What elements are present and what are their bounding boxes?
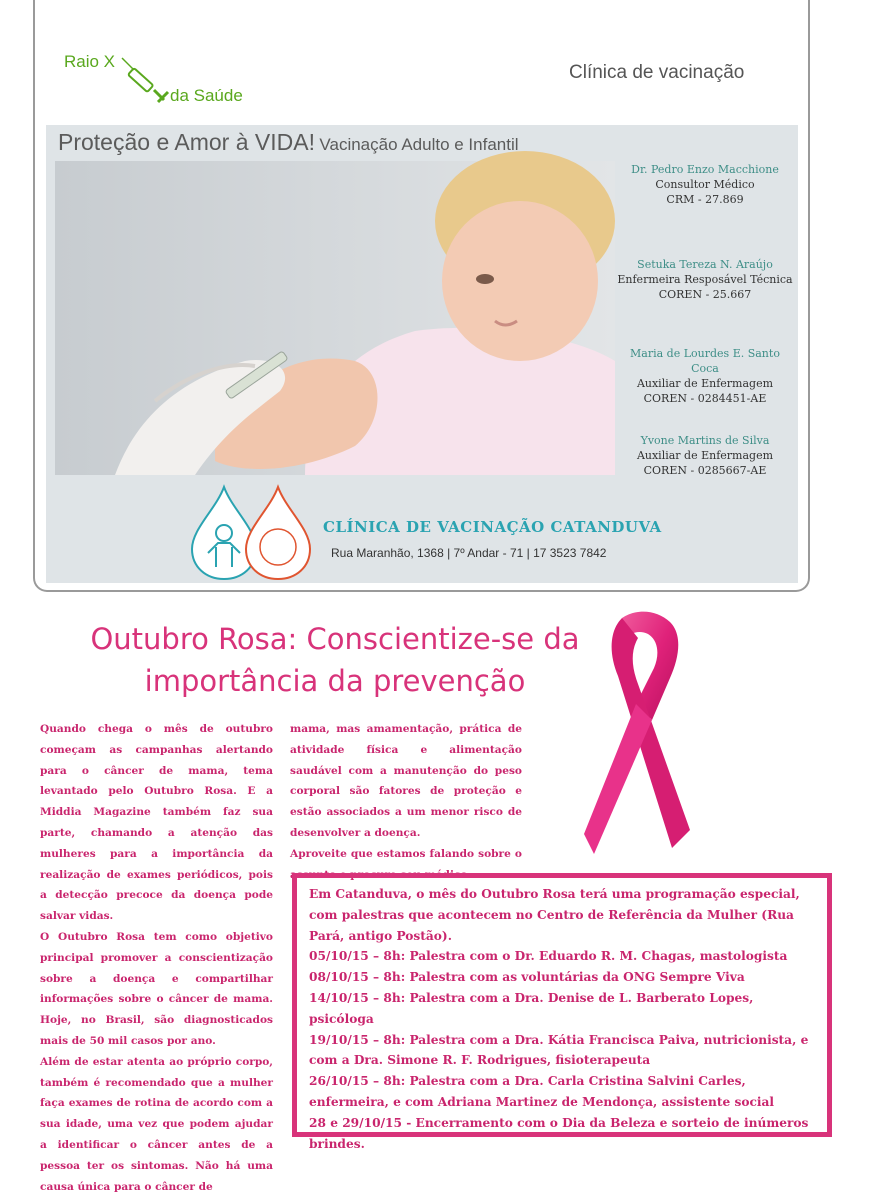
logo-line-2: da Saúde [170,86,243,105]
clinic-address: Rua Maranhão, 1368 | 7º Andar - 71 | 17 3523 7842 [331,546,607,560]
article-paragraph: O Outubro Rosa tem como objetivo principal promover a conscientização sobre a doença e compartilhar informações sobre o câncer de mama. Hoje, no Brasil, são diagnosticados mais de 50 mil casos por ano. [40,930,273,1047]
vaccination-ad [46,125,798,583]
section-title: Clínica de vacinação [569,62,745,83]
article-paragraph: Quando chega o mês de outubro começam as campanhas alertando para o câncer de mama, tema levantado pelo Outubro Rosa. E a Middia Magazine também faz sua parte, chamando a atenção das mulheres para a importância da realização de exames periódicos, pois a detecção precoce da doença pode salvar vidas. [40,723,273,923]
article-headline: Outubro Rosa: Conscientize-se da importância da prevenção [90,622,580,698]
staff-member: Maria de Lourdes E. Santo Coca Auxiliar de Enfermagem COREN - 0284451-AE [630,347,780,405]
clinic-name: CLÍNICA DE VACINAÇÃO CATANDUVA [323,518,662,536]
staff-member: Setuka Tereza N. Araújo Enfermeira Resposável Técnica COREN - 25.667 [617,258,793,301]
event-item: 14/10/15 – 8h: Palestra com a Dra. Denise de L. Barberato Lopes, psicóloga [309,990,754,1026]
event-item: 19/10/15 – 8h: Palestra com a Dra. Kátia Francisca Paiva, nutricionista, e com a Dra. Simone R. F. Rodrigues, fisioterapeuta [309,1032,809,1068]
article-paragraph: mama, mas amamentação, prática de atividade física e alimentação saudável com a manutenção do peso corporal são fatores de proteção e estão associados a um menor risco de desenvolver a doença. [290,723,522,839]
pink-ribbon-icon [582,608,692,858]
staff-member: Dr. Pedro Enzo Macchione Consultor Médico CRM - 27.869 [631,163,779,206]
event-item: 05/10/15 – 8h: Palestra com o Dr. Eduardo R. M. Chagas, mastologista [309,949,788,964]
tagline-main: Proteção e Amor à VIDA! [58,129,315,155]
staff-member: Yvone Martins de Silva Auxiliar de Enfermagem COREN - 0285667-AE [636,434,774,477]
event-item: 08/10/15 – 8h: Palestra com as voluntárias da ONG Sempre Viva [309,970,745,985]
tagline-sub: Vacinação Adulto e Infantil [319,135,519,154]
article-column-1 [40,719,273,1197]
event-item: 26/10/15 – 8h: Palestra com a Dra. Carla Cristina Salvini Carles, enfermeira, e com Adriana Martinez de Mendonça, assistente social [309,1074,775,1109]
raio-x-logo [64,48,274,110]
event-item: 28 e 29/10/15 - Encerramento com o Dia da Beleza e sorteio de inúmeros brindes. [309,1115,809,1151]
syringe-icon [120,54,176,106]
clinic-drops-icon [186,483,316,583]
article-paragraph: Aproveite que estamos falando sobre o assunto e procure seu médico. [290,847,522,881]
article-paragraph: Além de estar atenta ao próprio corpo, também é recomendado que a mulher faça exames de rotina de acordo com a sua idade, uma vez que podem ajudar a identificar o câncer antes de a pessoa ter os sintomas. Não há uma causa única para o câncer de [40,1055,273,1193]
article-column-2 [290,719,522,885]
logo-line-1: Raio X [64,52,116,71]
baby-vaccination-photo [55,161,615,475]
ad-tagline [58,129,519,156]
events-intro: Em Catanduva, o mês do Outubro Rosa terá uma programação especial, com palestras que acontecem no Centro de Referência da Mulher (Rua Pará, antigo Postão). [309,887,800,943]
events-box [292,873,832,1151]
